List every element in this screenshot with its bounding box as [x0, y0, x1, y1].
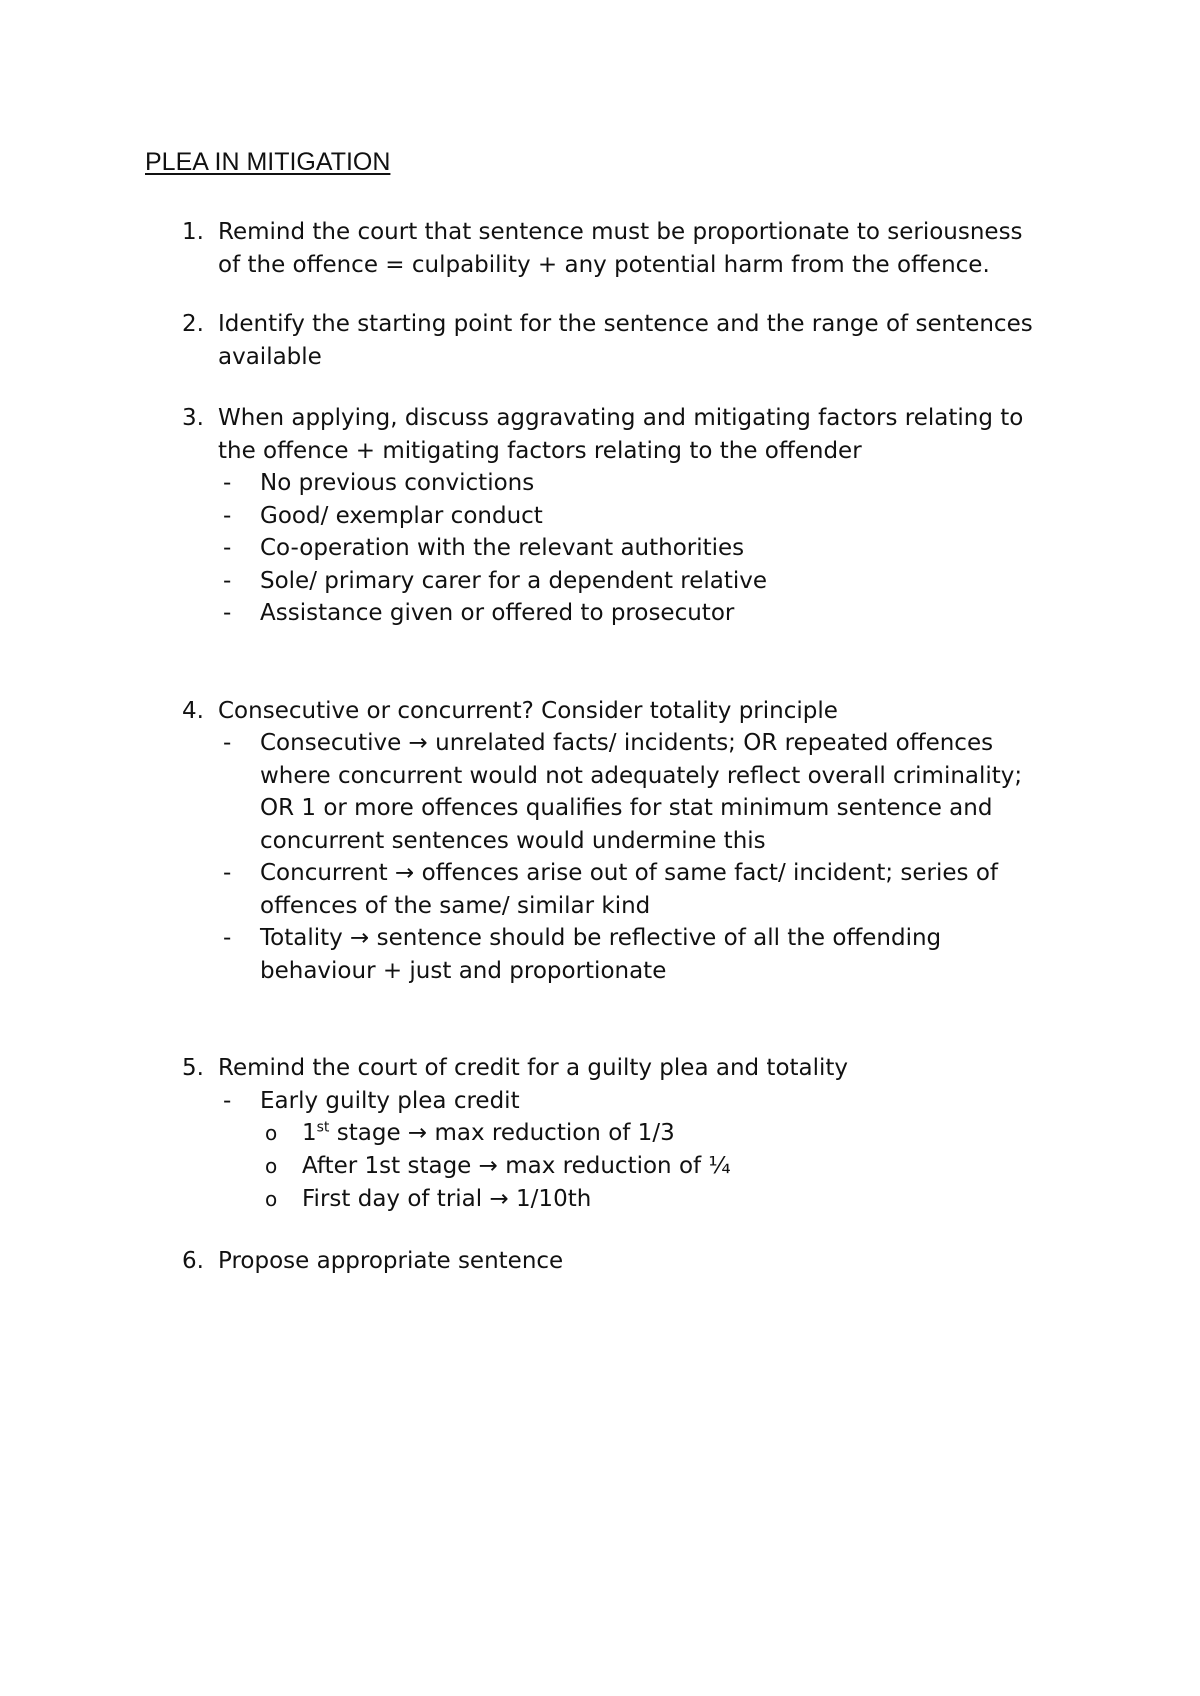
sub-bullet-text: stage → max reduction of 1/3 [329, 1120, 675, 1146]
bullet-text: Co-operation with the relevant authorities [260, 535, 745, 561]
list-item-3 [0, 402, 1200, 630]
bullet-text: Early guilty plea credit [260, 1087, 520, 1114]
bullet-text: Consecutive → unrelated facts/ incidents; OR repeated offences where concurrent would not adequately reflect overall criminality; OR 1 or more offences qualifies for stat minimum sentence and concurrent sentences would undermine this [260, 730, 1023, 854]
circle-marker: o [265, 1121, 278, 1145]
dash-marker: - [223, 730, 232, 756]
document-title: PLEA IN MITIGATION [145, 148, 391, 176]
dash-marker: - [223, 600, 232, 626]
bullet-item [223, 922, 1050, 987]
item-number: 1. [182, 219, 204, 245]
sub-bullet-list [0, 1117, 1200, 1216]
numbered-list [0, 216, 1200, 1278]
circle-marker: o [265, 1187, 278, 1211]
dash-marker: - [223, 1087, 232, 1114]
list-item-6 [0, 1245, 1200, 1278]
bullet-list [0, 467, 1200, 630]
item-text: When applying, discuss aggravating and mitigating factors relating to the offence + mitigating factors relating to the offender [218, 405, 1024, 464]
dash-marker: - [223, 925, 232, 951]
sub-bullet-item [265, 1150, 1042, 1183]
dash-marker: - [223, 470, 232, 496]
bullet-item [223, 857, 1050, 922]
dash-marker: - [223, 860, 232, 886]
bullet-item [223, 597, 1050, 630]
sub-bullet-number: 1 [302, 1120, 317, 1146]
bullet-text: No previous convictions [260, 470, 535, 496]
list-item-2 [0, 308, 1200, 373]
bullet-list [0, 727, 1200, 987]
bullet-item [223, 727, 1050, 857]
item-number: 2. [182, 311, 204, 337]
item-text: Consecutive or concurrent? Consider totality principle [218, 697, 838, 724]
bullet-item [223, 565, 1050, 598]
bullet-text: Concurrent → offences arise out of same fact/ incident; series of offences of the same/ similar kind [260, 860, 999, 919]
sub-bullet-item [265, 1183, 1042, 1216]
dash-marker: - [223, 535, 232, 561]
bullet-item [223, 1085, 1050, 1118]
item-text: Propose appropriate sentence [218, 1248, 564, 1274]
bullet-list [0, 1085, 1200, 1118]
item-number: 6. [182, 1248, 204, 1274]
bullet-text: Sole/ primary carer for a dependent relative [260, 567, 768, 594]
sub-bullet-text: First day of trial → 1/10th [302, 1186, 592, 1212]
item-text: Identify the starting point for the sentence and the range of sentences available [218, 311, 1033, 370]
list-item-5 [0, 1052, 1200, 1216]
bullet-item [223, 532, 1050, 565]
sub-bullet-item [265, 1117, 1042, 1150]
bullet-text: Assistance given or offered to prosecutor [260, 600, 735, 626]
bullet-text: Good/ exemplar conduct [260, 502, 543, 529]
item-number: 4. [182, 697, 204, 724]
item-number: 3. [182, 405, 204, 431]
ordinal-suffix: st [316, 1119, 330, 1136]
bullet-item [223, 467, 1050, 500]
bullet-item [223, 500, 1050, 533]
circle-marker: o [265, 1154, 278, 1178]
sub-bullet-text: After 1st stage → max reduction of ¼ [302, 1153, 731, 1179]
item-text: Remind the court that sentence must be proportionate to seriousness of the offence = culpability + any potential harm from the offence. [218, 219, 1023, 278]
item-text: Remind the court of credit for a guilty plea and totality [218, 1055, 849, 1081]
dash-marker: - [223, 502, 232, 529]
list-item-4 [0, 695, 1200, 988]
item-number: 5. [182, 1055, 204, 1081]
dash-marker: - [223, 567, 232, 594]
list-item-1 [0, 216, 1200, 281]
bullet-text: Totality → sentence should be reflective of all the offending behaviour + just and proportionate [260, 925, 942, 984]
